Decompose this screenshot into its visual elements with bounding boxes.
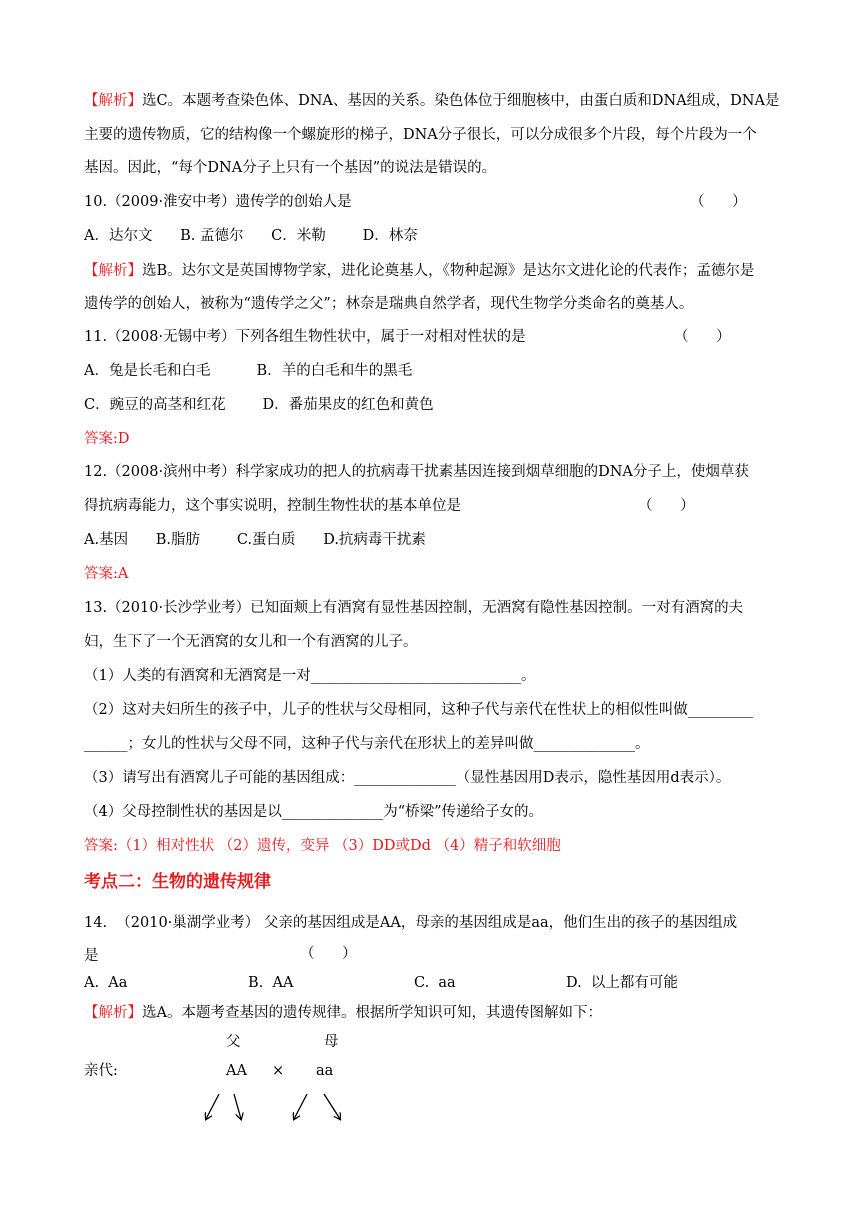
diagram-parents-label: 亲代:: [84, 1063, 118, 1079]
analysis-tag: 【解析】: [84, 1005, 142, 1021]
q9-analysis-line-1: 【解析】选C。本题考查染色体、DNA、基因的关系。染色体位于细胞核中，由蛋白质和DNA组成，DNA是: [84, 93, 780, 109]
diagram-mother-genotype: aa: [316, 1063, 334, 1079]
q10-stem: 10.（2009·淮安中考）遗传学的创始人是: [84, 194, 352, 210]
q14-option-a: A. Aa: [84, 975, 128, 991]
diagram-father-label: 父: [226, 1034, 241, 1050]
arrow-mother-right: [324, 1094, 340, 1119]
q10-answer-paren: （ ）: [690, 194, 747, 210]
q9-analysis-line-2: 主要的遗传物质，它的结构像一个螺旋形的梯子，DNA分子很长，可以分成很多个片段，每个片段为一个: [84, 127, 757, 143]
diagram-mother-label: 母: [324, 1034, 339, 1050]
q9-analysis-line-3: 基因。因此，“每个DNA分子上只有一个基因”的说法是错误的。: [84, 160, 497, 176]
q12-stem-line-2: 得抗病毒能力，这个事实说明，控制生物性状的基本单位是: [84, 498, 461, 514]
q11-answer-paren: （ ）: [674, 329, 731, 345]
q12-answer-paren: （ ）: [638, 498, 695, 514]
diagram-cross-symbol: ×: [272, 1063, 285, 1079]
q13-stem-line-1: 13.（2010·长沙学业考）已知面颊上有酒窝有显性基因控制，无酒窝有隐性基因控制。一对有酒窝的夫: [84, 600, 744, 616]
q13-stem-line-2: 妇，生下了一个无酒窝的女儿和一个有酒窝的儿子。: [84, 634, 418, 650]
q13-sub-2-line-2: ______；女儿的性状与父母不同，这种子代与亲代在形状上的差异叫做______________。: [84, 736, 650, 752]
analysis-tag: 【解析】: [84, 263, 142, 279]
diagram-father-genotype: AA: [226, 1063, 247, 1079]
q12-stem-line-1: 12.（2008·滨州中考）科学家成功的把人的抗病毒干扰素基因连接到烟草细胞的DNA分子上，使烟草获: [84, 464, 749, 480]
q11-stem: 11.（2008·无锡中考）下列各组生物性状中，属于一对相对性状的是: [84, 329, 526, 345]
q10-analysis-line-2: 遗传学的创始人，被称为“遗传学之父”；林奈是瑞典自然学者，现代生物学分类命名的奠基人。: [84, 296, 694, 312]
q12-options: A.基因 B.脂肪 C.蛋白质 D.抗病毒干扰素: [84, 532, 426, 548]
q14-option-b: B. AA: [248, 975, 294, 991]
q14-option-c: C. aa: [414, 975, 456, 991]
q11-options-line-1: A．兔是长毛和白毛 B．羊的白毛和牛的黑毛: [84, 363, 413, 379]
section-heading: 考点二：生物的遗传规律: [84, 872, 271, 892]
arrow-father-left: [206, 1094, 219, 1119]
arrow-mother-left: [294, 1094, 307, 1119]
q13-sub-3: （3）请写出有酒窝儿子可能的基因组成：______________（显性基因用D表示，隐性基因用d表示）。: [84, 770, 731, 786]
q12-answer: 答案:A: [84, 566, 129, 582]
arrow-father-right: [234, 1094, 241, 1119]
q10-options: A．达尔文 B. 孟德尔 C．米勒 D．林奈: [84, 228, 418, 244]
q13-sub-2-line-1: （2）这对夫妇所生的孩子中，儿子的性状与父母相同，这种子代与亲代在性状上的相似性叫做_________: [84, 702, 753, 718]
analysis-tag: 【解析】: [84, 93, 142, 109]
q10-analysis-line-1: 【解析】选B。达尔文是英国博物学家，进化论奠基人，《物种起源》是达尔文进化论的代表作；孟德尔是: [84, 263, 755, 279]
q14-answer-paren: （ ）: [300, 946, 357, 962]
q11-options-line-2: C．豌豆的高茎和红花 D．番茄果皮的红色和黄色: [84, 397, 434, 413]
q13-sub-4: （4）父母控制性状的基因是以______________为“桥梁”传递给子女的。: [84, 804, 544, 820]
q11-answer: 答案:D: [84, 431, 130, 447]
q14-stem-line-1: 14. （2010·巢湖学业考） 父亲的基因组成是AA，母亲的基因组成是aa，他们生出的孩子的基因组成: [84, 915, 738, 931]
q14-stem-line-2: 是: [84, 948, 99, 964]
q14-analysis: 【解析】选A。本题考查基因的遗传规律。根据所学知识可知，其遗传图解如下：: [84, 1005, 602, 1021]
q14-option-d: D. 以上都有可能: [566, 975, 678, 991]
q13-answer: 答案:（1）相对性状 （2）遗传，变异 （3）DD或Dd （4）精子和软细胞: [84, 838, 561, 854]
q13-sub-1: （1）人类的有酒窝和无酒窝是一对_____________________________。: [84, 668, 536, 684]
